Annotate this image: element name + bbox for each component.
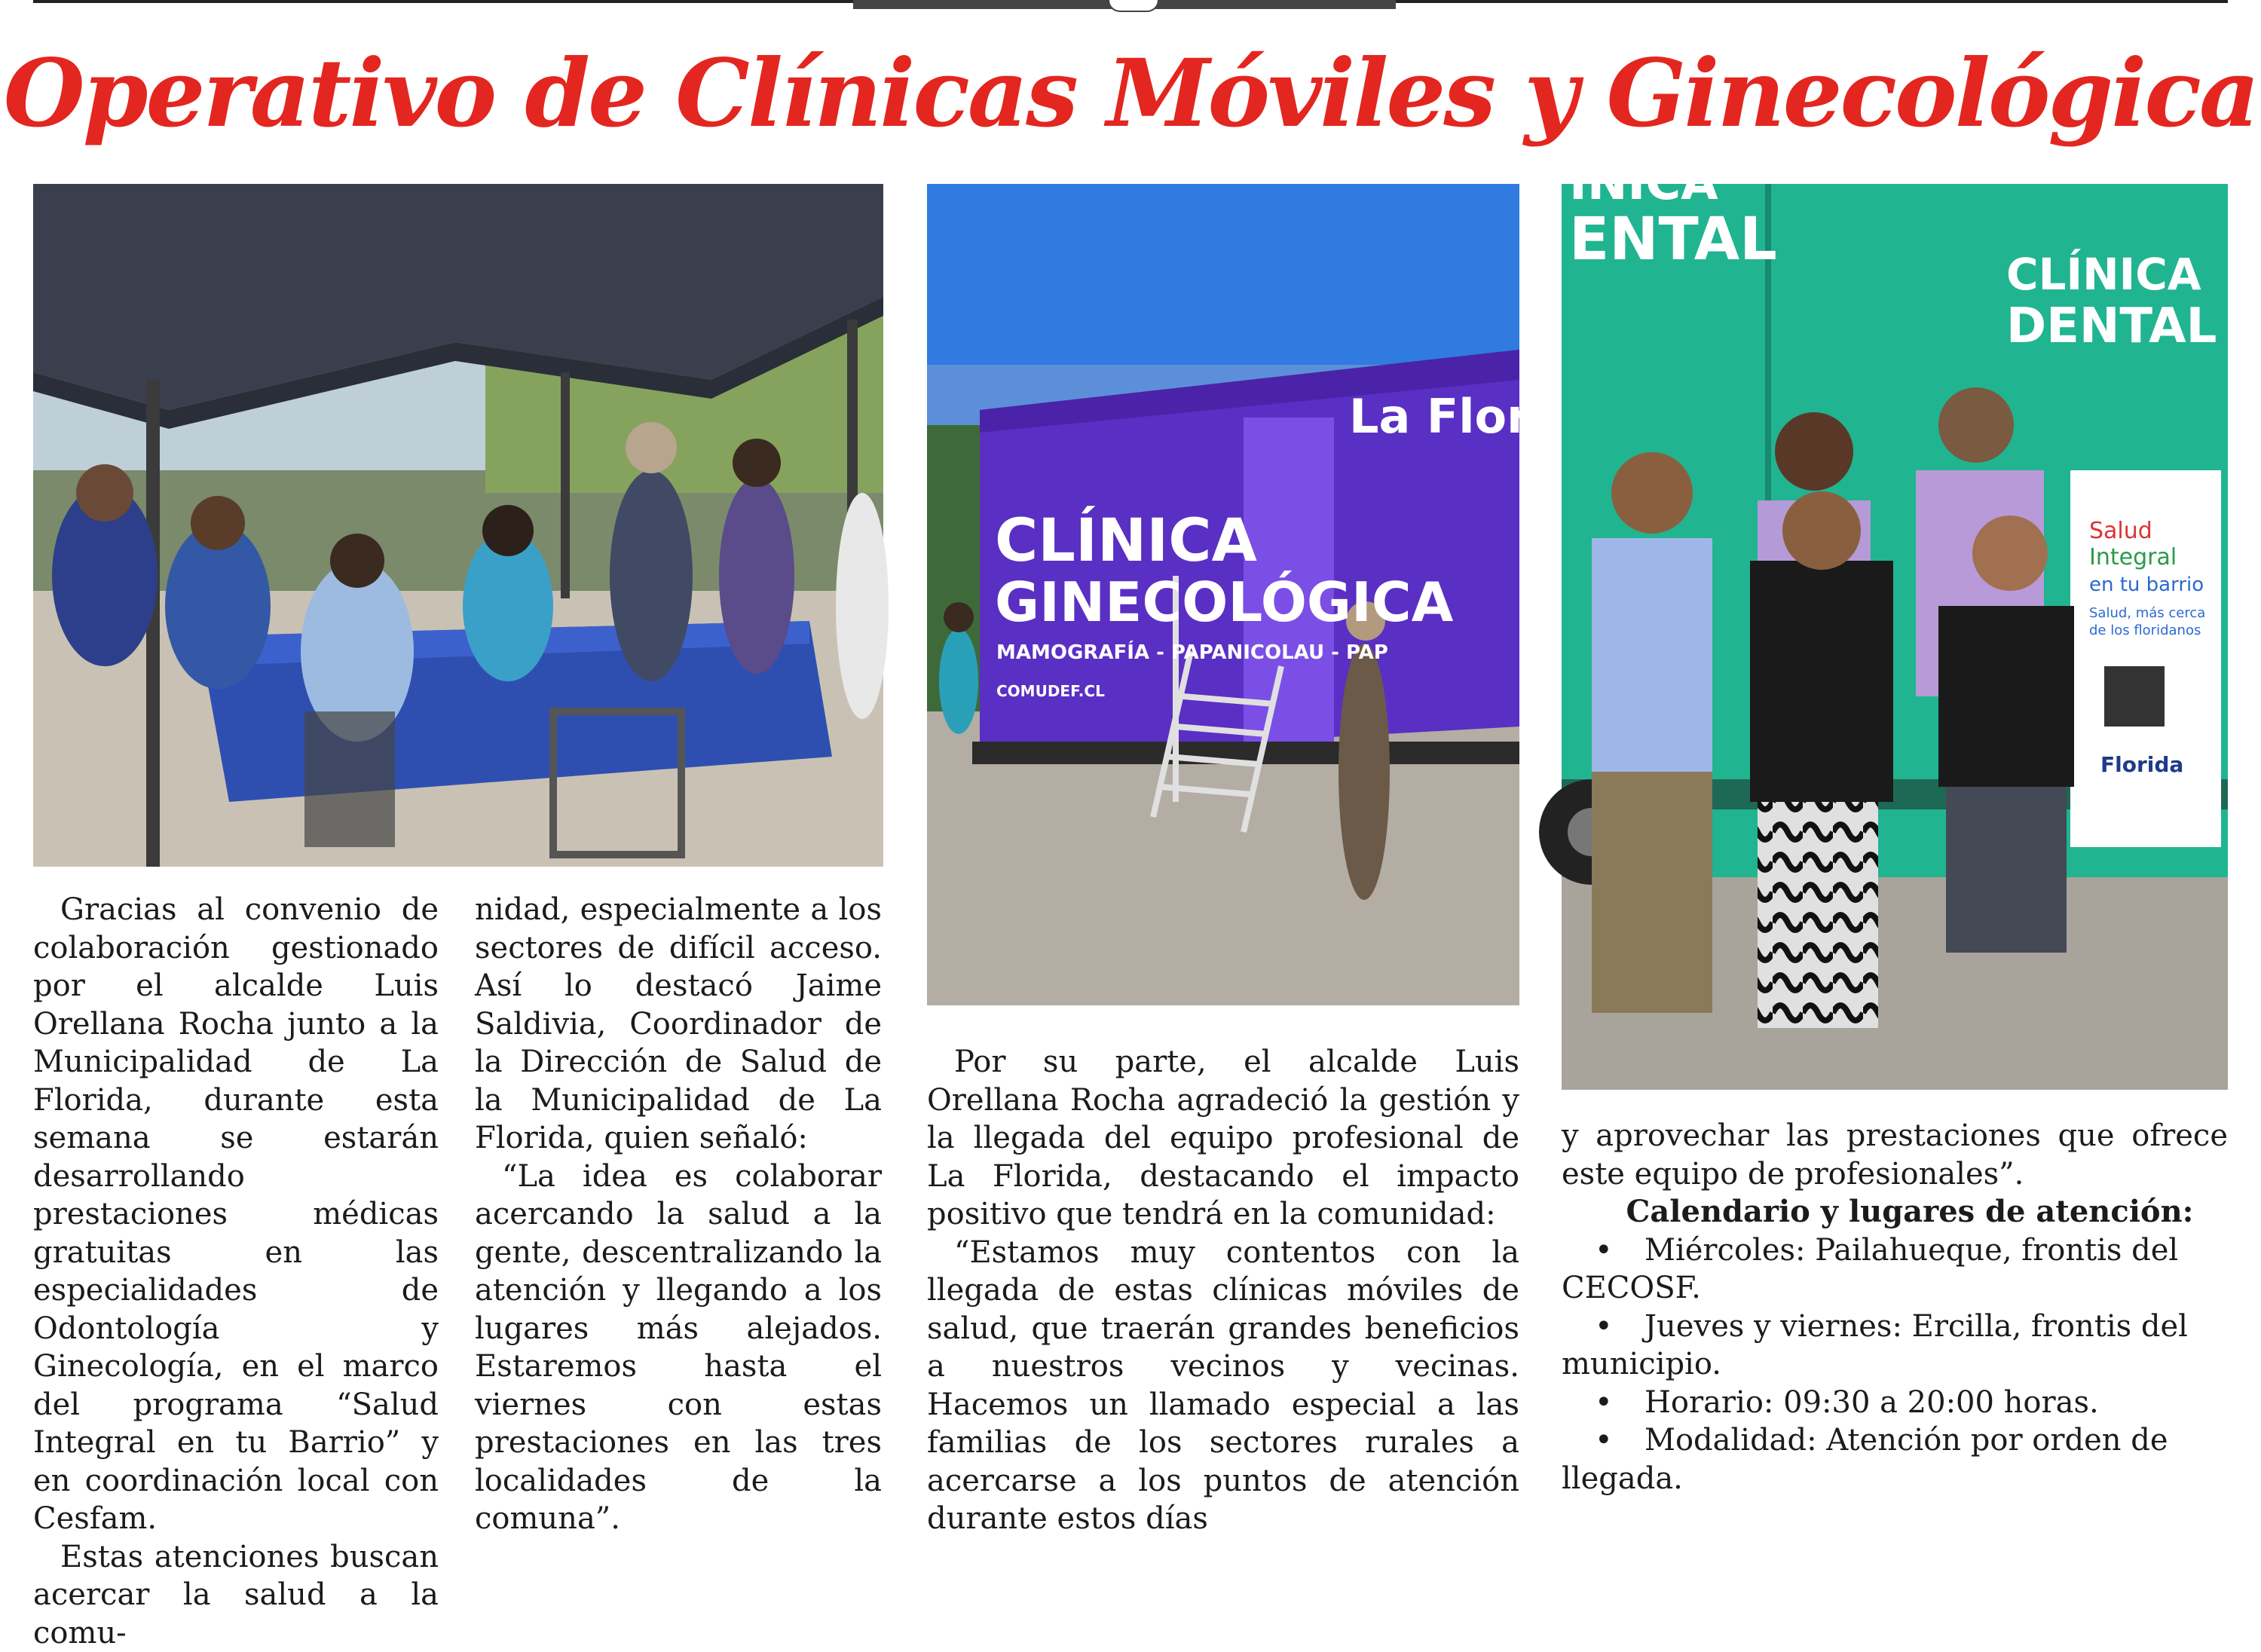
tent-scene — [33, 184, 883, 867]
paragraph: Gracias al convenio de colaboración gestionado por el alcalde Luis Orellana Rocha junto a la Municipalidad de La Florida, durante esta semana se estarán desarrollando prestaciones médicas gratuitas en las especialidades de Odontología y Ginecología, en el marco del programa “Salud Integral en tu Barrio” y en coordinación local con Cesfam. — [33, 891, 439, 1538]
headline: Operativo de Clínicas Móviles y Ginecológica — [0, 23, 2261, 166]
calendar-list — [1562, 1231, 2228, 1498]
calendar-item-cont: CECOSF. — [1562, 1269, 2228, 1308]
banner-line3: en tu barrio — [2089, 574, 2204, 596]
truck-label-clinica: CLÍNICA — [995, 506, 1257, 575]
calendar-title: Calendario y lugares de atención: — [1562, 1193, 2228, 1231]
calendar-item-cont: municipio. — [1562, 1345, 2228, 1384]
dental-scene — [1562, 184, 2228, 1090]
truck-scene — [927, 184, 1519, 1005]
article-column-4 — [1562, 1117, 2228, 1498]
banner-line1: Salud — [2089, 518, 2152, 544]
dental-label-clinica: CLÍNICA — [2006, 248, 2201, 300]
banner-line5: de los floridanos — [2089, 623, 2201, 638]
photo-gynecology-truck — [927, 184, 1519, 1005]
calendar-item-label: Horario: 09:30 a 20:00 horas. — [1645, 1384, 2228, 1422]
photo-dental-team — [1562, 184, 2228, 1090]
photo-health-tent — [33, 184, 883, 867]
calendar-item-label: Modalidad: Atención por orden de — [1645, 1421, 2228, 1460]
banner-line4: Salud, más cerca — [2089, 605, 2205, 621]
calendar-item — [1562, 1231, 2228, 1270]
article-column-1 — [33, 891, 439, 1652]
team-people — [1592, 387, 2074, 1028]
truck-brand-logo: La Flor — [1349, 389, 1530, 444]
quote-paragraph: “La idea es colaborar acercando la salud a la gente, descentralizando la atención y llegando a los lugares más alejados. Estaremos hasta el viernes con estas prestaciones en las tres localidades de la comuna”. — [475, 1158, 882, 1538]
calendar-item — [1562, 1308, 2228, 1346]
dental-label-dental: DENTAL — [2006, 298, 2217, 354]
dental-label-top: ÍNICA — [1569, 154, 1718, 211]
paragraph: Por su parte, el alcalde Luis Orellana Rocha agradeció la gestión y la llegada del equipo profesional de La Florida, destacando el impacto positivo que tendrá en la comunidad: — [927, 1043, 1519, 1234]
calendar-item-label: Jueves y viernes: Ercilla, frontis del — [1645, 1308, 2228, 1346]
calendar-item-cont: llegada. — [1562, 1460, 2228, 1498]
paragraph: nidad, especialmente a los sectores de difícil acceso. Así lo destacó Jaime Saldivia, Coordinador de la Dirección de Salud de la Municipalidad de La Florida, quien señaló: — [475, 891, 882, 1158]
banner-line2: Integral — [2089, 544, 2177, 571]
paragraph: y aprovechar las prestaciones que ofrece este equipo de profesionales”. — [1562, 1117, 2228, 1193]
truck-label-web: COMUDEF.CL — [996, 682, 1105, 700]
calendar-item-label: Miércoles: Pailahueque, frontis del — [1645, 1231, 2228, 1270]
truck-label-services: MAMOGRAFÍA - PAPANICOLAU - PAP — [996, 640, 1388, 664]
bullet-icon: • — [1562, 1308, 1645, 1346]
bullet-icon: • — [1562, 1384, 1645, 1422]
article-column-2 — [475, 891, 882, 1538]
salud-integral-banner — [2070, 470, 2221, 847]
article-column-3 — [927, 1043, 1519, 1538]
paragraph: Estas atenciones buscan acercar la salud a la comu- — [33, 1538, 439, 1652]
calendar-item — [1562, 1384, 2228, 1422]
masthead-ornament — [1108, 0, 1159, 12]
bullet-icon: • — [1562, 1421, 1645, 1460]
truck-label-ginecologica: GINECOLÓGICA — [995, 571, 1454, 634]
bullet-icon: • — [1562, 1231, 1645, 1270]
banner-logo: Florida — [2100, 752, 2183, 777]
dental-label-top2: ENTAL — [1569, 206, 1777, 274]
quote-paragraph: “Estamos muy contentos con la llegada de estas clínicas móviles de salud, que traerán grandes beneficios a nuestros vecinos y vecinas. Hacemos un llamado especial a las familias de los sectores rurales a acercarse a los puntos de atención durante estos días — [927, 1234, 1519, 1538]
calendar-item — [1562, 1421, 2228, 1460]
